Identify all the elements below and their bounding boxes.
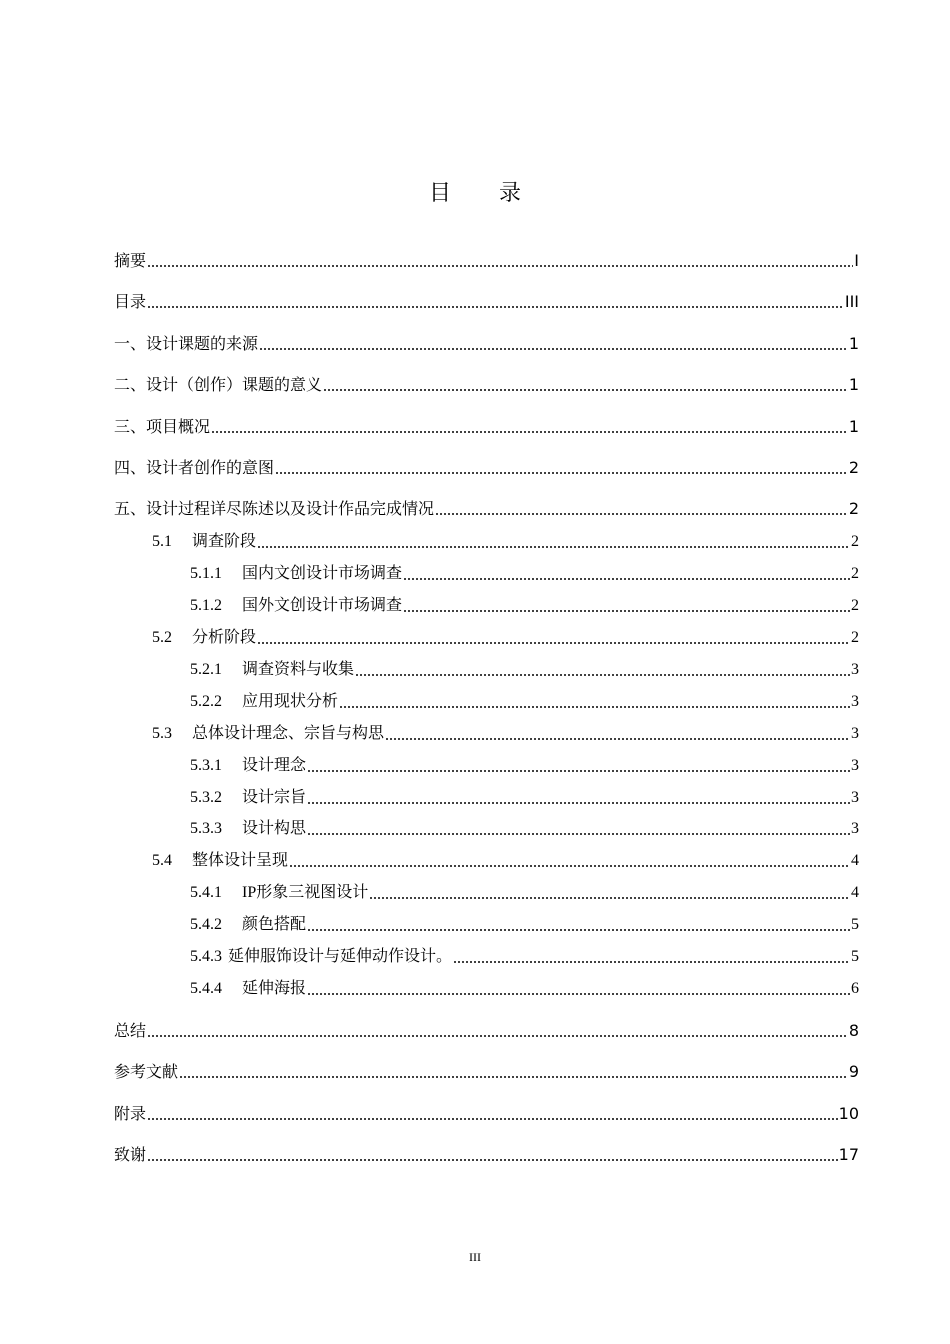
toc-page: 5 <box>851 948 859 965</box>
toc-leader <box>179 1076 848 1078</box>
toc-number: 5.4.4 <box>190 980 222 997</box>
toc-entry-section-4[interactable] <box>114 456 859 478</box>
toc-leader <box>147 1035 848 1037</box>
toc-page: 4 <box>851 884 859 901</box>
toc-leader <box>307 770 850 772</box>
toc-page: 10 <box>838 1104 859 1123</box>
toc-leader <box>307 833 850 835</box>
toc-label: 设计理念 <box>242 757 307 774</box>
toc-number: 5.4.2 <box>190 916 222 933</box>
toc-entry-5-4-2[interactable] <box>114 913 859 935</box>
toc-number: 5.3.2 <box>190 789 222 806</box>
toc-label: 延伸海报 <box>242 980 307 997</box>
toc-label: 颜色搭配 <box>242 916 307 933</box>
toc-entry-section-5[interactable] <box>114 497 859 519</box>
toc-page: 3 <box>851 820 859 837</box>
toc-page: I <box>854 251 859 270</box>
toc-label: 一、设计课题的来源 <box>114 334 259 353</box>
toc-page: 2 <box>848 499 859 518</box>
toc-entry-5-2-1[interactable] <box>114 658 859 680</box>
toc-page: 3 <box>851 661 859 678</box>
toc-label: 设计构思 <box>242 820 307 837</box>
toc-page: 3 <box>851 757 859 774</box>
toc-leader <box>147 1118 838 1120</box>
toc-label: 致谢 <box>114 1145 147 1164</box>
toc-entry-5-3-3[interactable] <box>114 817 859 839</box>
toc-label: 二、设计（创作）课题的意义 <box>114 375 323 394</box>
toc-page: 3 <box>851 693 859 710</box>
toc-page: 9 <box>848 1062 859 1081</box>
toc-number: 5.3.1 <box>190 757 222 774</box>
toc-label: 整体设计呈现 <box>192 852 289 869</box>
toc-leader <box>275 472 848 474</box>
toc-label: 总结 <box>114 1021 147 1040</box>
toc-entry-section-3[interactable] <box>114 415 859 437</box>
toc-entry-section-1[interactable] <box>114 332 859 354</box>
toc-entry-5-3[interactable] <box>114 722 859 744</box>
toc-label: 国内文创设计市场调查 <box>242 565 403 582</box>
toc-entry-5-4-3[interactable] <box>114 945 859 967</box>
toc-label: 调查资料与收集 <box>242 661 355 678</box>
toc-leader <box>453 961 850 963</box>
toc-label: 调查阶段 <box>192 533 257 550</box>
toc-entry-5-1[interactable] <box>114 530 859 552</box>
toc-leader <box>257 642 850 644</box>
toc-leader <box>355 674 850 676</box>
toc-number: 5.4.1 <box>190 884 222 901</box>
toc-leader <box>339 706 850 708</box>
toc-entry-section-2[interactable] <box>114 373 859 395</box>
toc-label: 应用现状分析 <box>242 693 339 710</box>
toc-leader <box>147 1159 838 1161</box>
toc-number: 5.2.2 <box>190 693 222 710</box>
toc-label: 分析阶段 <box>192 629 257 646</box>
toc-number: 5.1 <box>152 533 172 550</box>
toc-number: 5.1.1 <box>190 565 222 582</box>
toc-label: 国外文创设计市场调查 <box>242 597 403 614</box>
toc-leader <box>403 610 850 612</box>
page-number-footer: III <box>469 1250 481 1264</box>
toc-number: 5.3 <box>152 725 172 742</box>
toc-page: 1 <box>848 375 859 394</box>
toc-label: 五、设计过程详尽陈述以及设计作品完成情况 <box>114 499 435 518</box>
toc-leader <box>147 265 853 267</box>
toc-number: 5.2 <box>152 629 172 646</box>
toc-number: 5.2.1 <box>190 661 222 678</box>
toc-label: 目录 <box>114 292 147 311</box>
toc-leader <box>307 929 850 931</box>
toc-entry-5-4[interactable] <box>114 849 859 871</box>
toc-page: III <box>844 292 859 311</box>
page-title: 目录 <box>428 181 569 206</box>
toc-label: 附录 <box>114 1104 147 1123</box>
toc-page: 2 <box>851 533 859 550</box>
toc-entry-references[interactable] <box>114 1060 859 1082</box>
toc-number: 5.1.2 <box>190 597 222 614</box>
toc-label: 参考文献 <box>114 1062 179 1081</box>
toc-entry-5-4-4[interactable] <box>114 977 859 999</box>
toc-entry-5-2-2[interactable] <box>114 690 859 712</box>
toc-entry-5-2[interactable] <box>114 626 859 648</box>
toc-number: 5.4.3 <box>190 948 222 965</box>
toc-label: 总体设计理念、宗旨与构思 <box>192 725 385 742</box>
toc-entry-abstract[interactable] <box>114 249 859 271</box>
toc-page: 2 <box>851 629 859 646</box>
toc-entry-5-1-1[interactable] <box>114 562 859 584</box>
toc-entry-appendix[interactable] <box>114 1102 859 1124</box>
toc-leader <box>289 865 850 867</box>
toc-number: 5.4 <box>152 852 172 869</box>
toc-label: 三、项目概况 <box>114 417 211 436</box>
toc-page: 3 <box>851 725 859 742</box>
toc-page: 6 <box>851 980 859 997</box>
toc-label: IP形象三视图设计 <box>242 884 369 901</box>
toc-label: 延伸服饰设计与延伸动作设计。 <box>228 948 453 965</box>
toc-page: 2 <box>848 458 859 477</box>
toc-label: 设计宗旨 <box>242 789 307 806</box>
toc-leader <box>211 431 848 433</box>
toc-entry-5-3-2[interactable] <box>114 786 859 808</box>
toc-page: 1 <box>848 334 859 353</box>
toc-page: 1 <box>848 417 859 436</box>
toc-entry-acknowledgements[interactable] <box>114 1143 859 1165</box>
toc-page: 2 <box>851 565 859 582</box>
toc-leader <box>323 389 848 391</box>
toc-leader <box>369 897 850 899</box>
toc-leader <box>147 306 844 308</box>
toc-page: 4 <box>851 852 859 869</box>
toc-page: 17 <box>838 1145 859 1164</box>
toc-label: 摘要 <box>114 251 147 270</box>
toc-leader <box>435 513 848 515</box>
toc-leader <box>385 738 850 740</box>
toc-page: 8 <box>848 1021 859 1040</box>
toc-label: 四、设计者创作的意图 <box>114 458 275 477</box>
toc-entry-5-3-1[interactable] <box>114 754 859 776</box>
toc-page: 3 <box>851 789 859 806</box>
toc-entry-contents[interactable] <box>114 290 859 312</box>
toc-page: 5 <box>851 916 859 933</box>
toc-leader <box>259 348 848 350</box>
toc-page: 2 <box>851 597 859 614</box>
toc-entry-5-4-1[interactable] <box>114 881 859 903</box>
toc-leader <box>257 546 850 548</box>
toc-entry-summary[interactable] <box>114 1019 859 1041</box>
toc-number: 5.3.3 <box>190 820 222 837</box>
toc-leader <box>307 802 850 804</box>
toc-leader <box>307 993 850 995</box>
toc-entry-5-1-2[interactable] <box>114 594 859 616</box>
toc-leader <box>403 578 850 580</box>
